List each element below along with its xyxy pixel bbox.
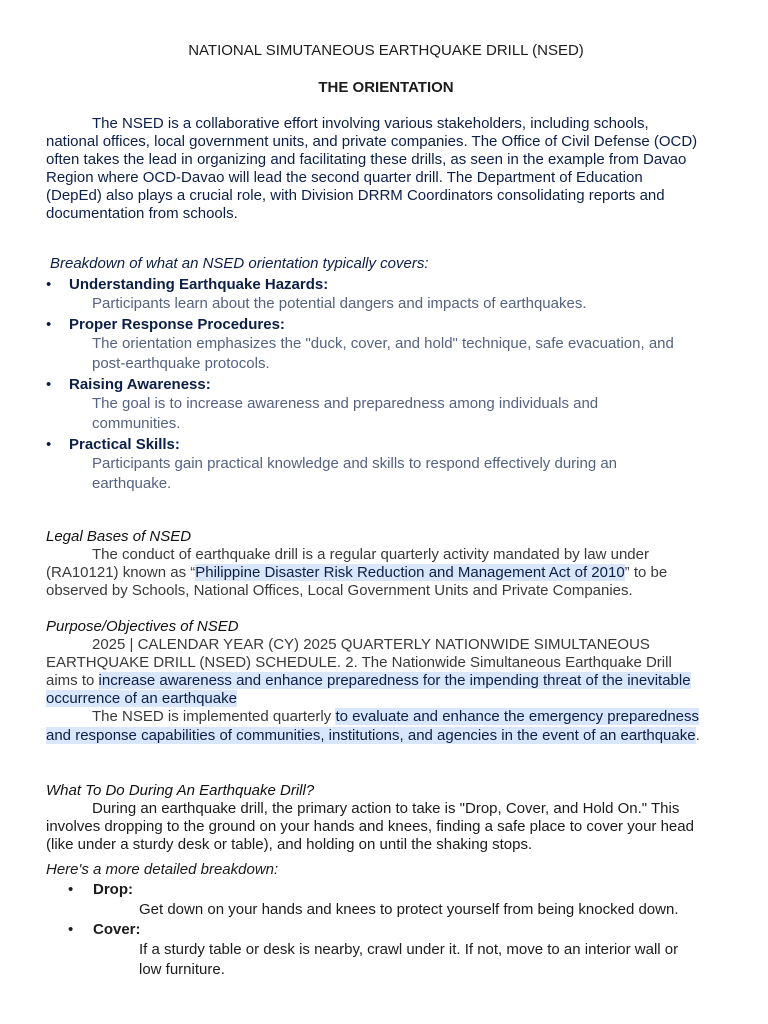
legal-heading: Legal Bases of NSED: [46, 528, 192, 545]
legal-line: observed by Schools, National Offices, Local Government Units and Private Companies.: [46, 582, 633, 599]
legal-line: The conduct of earthquake drill is a regular quarterly activity mandated by law under: [92, 546, 649, 563]
purpose-line: [46, 690, 237, 707]
list-item-text: Participants learn about the potential dangers and impacts of earthquakes.: [92, 295, 587, 312]
bullet-icon: •: [68, 921, 74, 938]
detailed-heading: Here's a more detailed breakdown:: [46, 861, 279, 878]
highlighted-text: occurrence of an earthquake: [46, 690, 237, 707]
purpose-text: .: [695, 727, 700, 744]
during-line: (like under a sturdy desk or table), and holding on until the shaking stops.: [46, 836, 533, 853]
purpose-heading: Purpose/Objectives of NSED: [46, 618, 239, 635]
purpose-text: The NSED is implemented quarterly: [92, 708, 336, 725]
highlighted-text: Philippine Disaster Risk Reduction and Management Act of 2010: [195, 564, 625, 581]
purpose-line: [46, 672, 691, 689]
bullet-icon: •: [68, 881, 74, 898]
highlighted-text: increase awareness and enhance preparedness for the impending threat of the inevitable: [98, 672, 691, 689]
list-item-title: Understanding Earthquake Hazards:: [69, 276, 329, 293]
bullet-icon: •: [46, 276, 52, 293]
intro-line: national offices, local government units, and private companies. The Office of Civil Defense (OCD): [46, 133, 698, 150]
document-title: NATIONAL SIMUTANEOUS EARTHQUAKE DRILL (NSED): [188, 42, 584, 59]
during-line: During an earthquake drill, the primary action to take is "Drop, Cover, and Hold On." This: [92, 800, 680, 817]
list-item-title: Cover:: [93, 921, 141, 938]
list-item-text: Participants gain practical knowledge and skills to respond effectively during an: [92, 455, 618, 472]
intro-line: The NSED is a collaborative effort involving various stakeholders, including schools,: [92, 115, 649, 132]
list-item-text: communities.: [92, 415, 181, 432]
intro-line: (DepEd) also plays a crucial role, with Division DRRM Coordinators consolidating reports and: [46, 187, 665, 204]
list-item-title: Practical Skills:: [69, 436, 180, 453]
intro-line: documentation from schools.: [46, 205, 238, 222]
list-item-text: If a sturdy table or desk is nearby, crawl under it. If not, move to an interior wall or: [139, 941, 679, 958]
purpose-line: 2025 | CALENDAR YEAR (CY) 2025 QUARTERLY NATIONWIDE SIMULTANEOUS: [92, 636, 650, 653]
highlighted-text: to evaluate and enhance the emergency preparedness: [335, 708, 700, 725]
bullet-icon: •: [46, 376, 52, 393]
section-title: THE ORIENTATION: [318, 79, 454, 96]
list-item-title: Drop:: [93, 881, 133, 898]
highlighted-text: and response capabilities of communities, institutions, and agencies in the event of an earthquake: [46, 727, 696, 744]
purpose-line: [46, 727, 700, 744]
list-item-text: The goal is to increase awareness and preparedness among individuals and: [92, 395, 599, 412]
list-item-text: Get down on your hands and knees to protect yourself from being knocked down.: [139, 901, 679, 918]
during-heading: What To Do During An Earthquake Drill?: [46, 782, 315, 799]
list-item-text: low furniture.: [139, 961, 225, 978]
list-item-text: post-earthquake protocols.: [92, 355, 270, 372]
intro-line: often takes the lead in organizing and facilitating these drills, as seen in the example from Davao: [46, 151, 687, 168]
breakdown-heading: Breakdown of what an NSED orientation typically covers:: [50, 255, 429, 272]
list-item-title: Proper Response Procedures:: [69, 316, 285, 333]
bullet-icon: •: [46, 436, 52, 453]
list-item-title: Raising Awareness:: [69, 376, 211, 393]
bullet-icon: •: [46, 316, 52, 333]
legal-line: [46, 564, 667, 581]
purpose-line: EARTHQUAKE DRILL (NSED) SCHEDULE. 2. The Nationwide Simultaneous Earthquake Drill: [46, 654, 672, 671]
legal-text: (RA10121) known as “: [46, 564, 196, 581]
list-item-text: earthquake.: [92, 475, 172, 492]
intro-line: Region where OCD-Davao will lead the second quarter drill. The Department of Education: [46, 169, 643, 186]
list-item-text: The orientation emphasizes the "duck, cover, and hold" technique, safe evacuation, and: [92, 335, 674, 352]
purpose-line: [92, 708, 699, 725]
legal-text: ” to be: [624, 564, 668, 581]
during-line: involves dropping to the ground on your hands and knees, finding a safe place to cover your head: [46, 818, 694, 835]
purpose-text: aims to: [46, 672, 99, 689]
